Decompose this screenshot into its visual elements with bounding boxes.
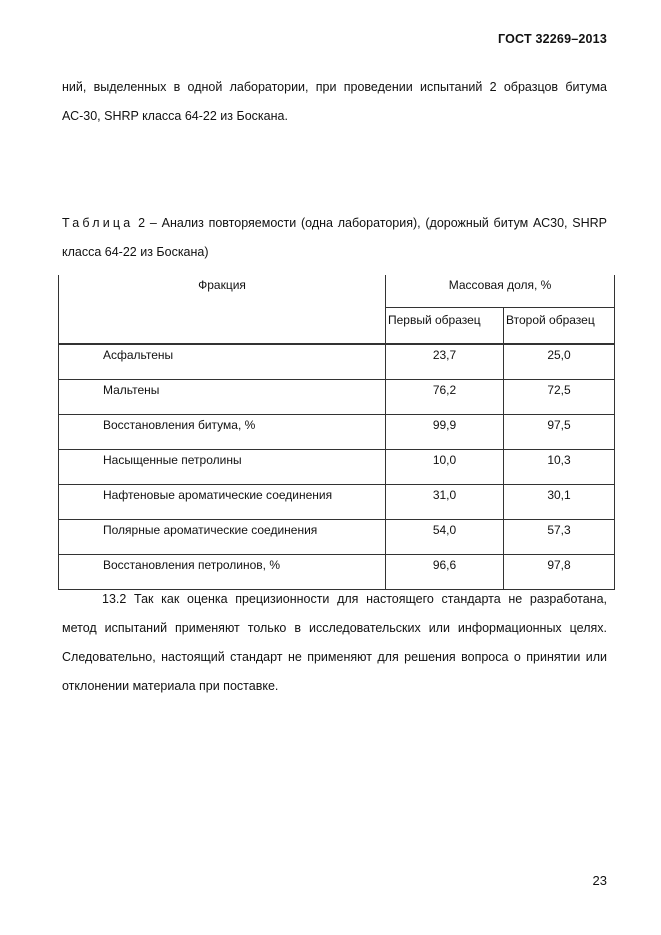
sample2-value-cell: 57,3 [504, 520, 615, 555]
fraction-name-cell: Мальтены [59, 380, 386, 415]
column-header-sample2: Второй образец [504, 308, 615, 345]
table-row [59, 415, 615, 450]
table-row [59, 520, 615, 555]
sample2-value-cell: 97,5 [504, 415, 615, 450]
sample1-value-cell: 10,0 [386, 450, 504, 485]
table-row [59, 344, 615, 380]
closing-paragraph: 13.2 Так как оценка прецизионности для настоящего стандарта не разработана, метод испытаний применяют только в исследовательских или информационных целях. Следовательно, настоящий стандарт не применяют для решения вопроса о принятии или отклонении материала при поставке. [62, 592, 607, 693]
sample2-value-cell: 10,3 [504, 450, 615, 485]
table-subheader-row [59, 308, 615, 345]
table-caption [62, 209, 607, 267]
column-header-sample1: Первый образец [386, 308, 504, 345]
table-caption-label: Таблица [62, 216, 134, 230]
table-body [59, 344, 615, 590]
repeatability-table-container [58, 275, 614, 590]
table-header-row [59, 275, 615, 308]
sample2-value-cell: 72,5 [504, 380, 615, 415]
sample1-value-cell: 23,7 [386, 344, 504, 380]
fraction-name-cell: Полярные ароматические соединения [59, 520, 386, 555]
fraction-name-cell: Восстановления петролинов, % [59, 555, 386, 590]
sample2-value-cell: 30,1 [504, 485, 615, 520]
table-row [59, 380, 615, 415]
fraction-name-cell: Асфальтены [59, 344, 386, 380]
column-header-fraction: Фракция [59, 275, 386, 308]
table-row [59, 485, 615, 520]
column-header-mass: Массовая доля, % [386, 275, 615, 308]
sample1-value-cell: 76,2 [386, 380, 504, 415]
sample1-value-cell: 31,0 [386, 485, 504, 520]
fraction-name-cell: Нафтеновые ароматические соединения [59, 485, 386, 520]
fraction-name-cell: Насыщенные петролины [59, 450, 386, 485]
sample1-value-cell: 96,6 [386, 555, 504, 590]
table-row [59, 450, 615, 485]
fraction-name-cell: Восстановления битума, % [59, 415, 386, 450]
intro-paragraph: ний, выделенных в одной лаборатории, при проведении испытаний 2 образцов битума АС-30, SHRP класса 64-22 из Боскана. [62, 80, 607, 123]
column-header-fraction-spacer [59, 308, 386, 345]
sample1-value-cell: 54,0 [386, 520, 504, 555]
sample2-value-cell: 25,0 [504, 344, 615, 380]
table-caption-text: 2 – Анализ повторяемости (одна лаборатория), (дорожный битум АС30, SHRP класса 64-22 из Боскана) [62, 216, 607, 259]
page-number: 23 [592, 873, 607, 888]
document-code: ГОСТ 32269–2013 [498, 32, 607, 46]
sample2-value-cell: 97,8 [504, 555, 615, 590]
repeatability-table [58, 275, 615, 590]
sample1-value-cell: 99,9 [386, 415, 504, 450]
